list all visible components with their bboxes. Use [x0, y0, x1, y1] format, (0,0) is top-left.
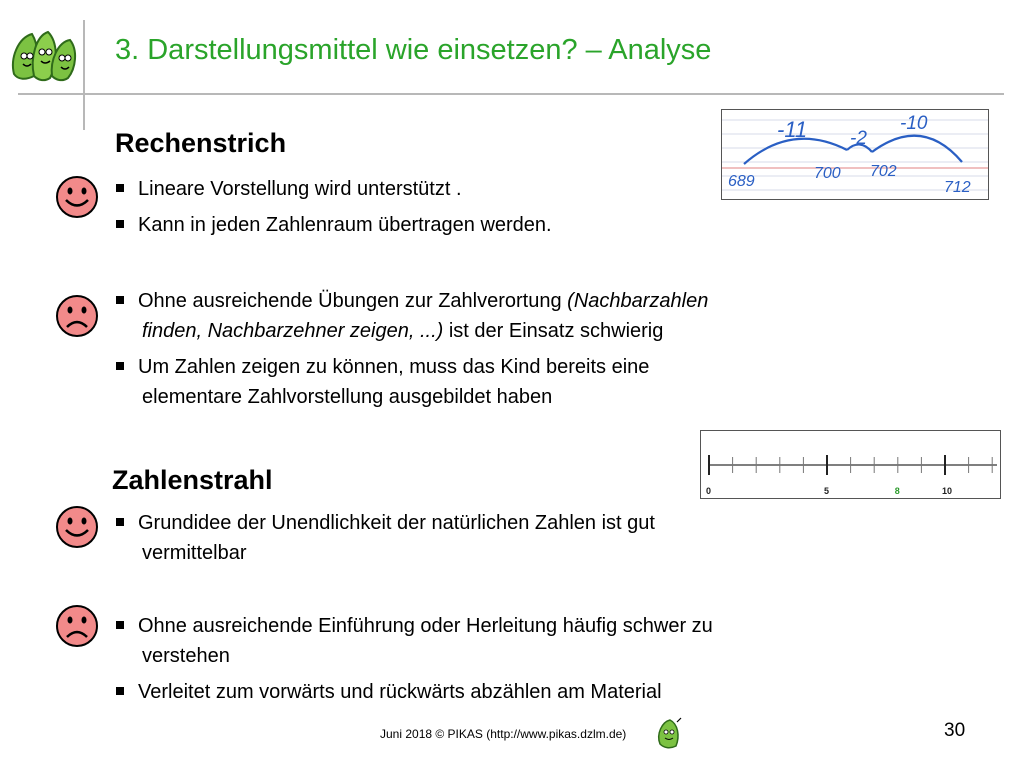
list-item — [113, 210, 552, 240]
bullet-text: Ohne ausreichende Einführung oder Herleitung häufig schwer zu — [138, 615, 713, 637]
list-item — [113, 352, 649, 412]
bullet-text: Verleitet zum vorwärts und rückwärts abzählen am Material — [138, 681, 662, 703]
bullet-text: vermittelbar — [142, 542, 247, 564]
numberline-label: 5 — [824, 486, 830, 496]
list-item — [113, 508, 655, 568]
number-label: 689 — [728, 173, 755, 190]
sad-face-icon — [55, 604, 99, 648]
header-horizontal-rule — [18, 93, 1004, 95]
number-label: 712 — [944, 179, 971, 196]
bullet-text: elementare Zahlvorstellung ausgebildet haben — [142, 386, 553, 408]
bullet-text: Kann in jeden Zahlenraum übertragen werden. — [138, 214, 552, 236]
rechenstrich-heading: Rechenstrich — [115, 128, 287, 158]
list-item — [113, 174, 462, 204]
bullet-square-icon — [116, 687, 124, 695]
rechenstrich-sketch-image — [721, 109, 989, 200]
zahlenstrahl-numberline-image — [700, 430, 1001, 499]
page-number: 30 — [944, 720, 966, 741]
happy-face-icon — [55, 175, 99, 219]
jump-label: -2 — [850, 128, 867, 149]
bullet-square-icon — [116, 621, 124, 629]
list-item — [113, 611, 713, 671]
jump-label: -10 — [900, 113, 928, 134]
sad-face-icon — [55, 294, 99, 338]
numberline-label: 8 — [894, 486, 900, 496]
numberline-label: 0 — [706, 486, 712, 496]
jump-label: -11 — [777, 117, 808, 142]
number-label: 702 — [870, 163, 897, 180]
bullet-square-icon — [116, 362, 124, 370]
numberline-svg — [701, 431, 1000, 498]
bullet-text-italic: finden, Nachbarzehner zeigen, ...) — [142, 320, 444, 342]
bullet-text: ist der Einsatz schwierig — [443, 320, 664, 342]
bullet-text: Lineare Vorstellung wird unterstützt . — [138, 178, 462, 200]
bullet-text: verstehen — [142, 645, 230, 667]
happy-face-icon — [55, 505, 99, 549]
number-label: 700 — [814, 165, 841, 182]
slide-title: 3. Darstellungsmittel wie einsetzen? – Analyse — [115, 34, 712, 66]
bullet-text-italic: (Nachbarzahlen — [567, 290, 709, 312]
bullet-text: Um Zahlen zeigen zu können, muss das Kind bereits eine — [138, 356, 650, 378]
list-item — [113, 286, 708, 346]
header-vertical-rule — [83, 20, 85, 130]
list-item — [113, 677, 662, 707]
bullet-text: Ohne ausreichende Übungen zur Zahlverortung — [138, 290, 568, 312]
pikas-logo — [8, 28, 80, 84]
bullet-square-icon — [116, 296, 124, 304]
pikas-mascot-icon — [654, 716, 684, 750]
numberline-label: 10 — [942, 486, 953, 496]
bullet-square-icon — [116, 184, 124, 192]
bullet-square-icon — [116, 220, 124, 228]
footer-text: Juni 2018 © PIKAS (http://www.pikas.dzlm.de) — [380, 727, 627, 741]
zahlenstrahl-heading: Zahlenstrahl — [112, 465, 273, 495]
bullet-square-icon — [116, 518, 124, 526]
bullet-text: Grundidee der Unendlichkeit der natürlichen Zahlen ist gut — [138, 512, 655, 534]
